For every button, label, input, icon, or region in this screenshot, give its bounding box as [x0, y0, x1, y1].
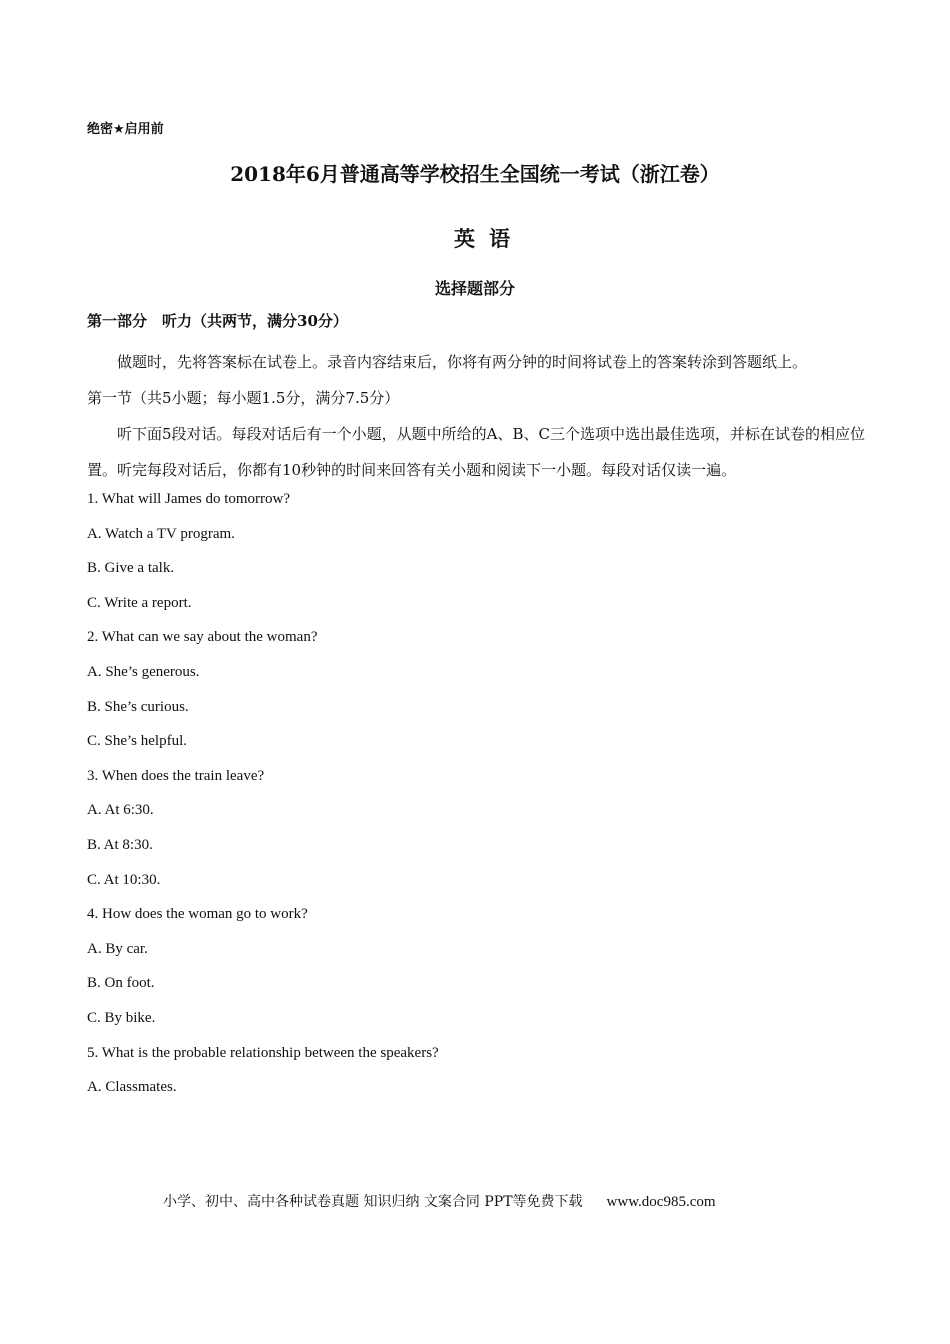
option-a: A. Classmates. — [87, 1079, 177, 1096]
question-1 — [87, 488, 865, 626]
subject-title: 英语 — [454, 226, 524, 251]
option-c: C. At 10:30. — [87, 871, 161, 888]
question-5 — [87, 1042, 865, 1111]
question-stem: 4. How does the woman go to work? — [87, 906, 308, 923]
question-stem: 3. When does the train leave? — [87, 767, 265, 784]
option-a: A. Watch a TV program. — [87, 525, 235, 542]
option-a: A. At 6:30. — [87, 802, 154, 819]
option-b: B. On foot. — [87, 975, 155, 992]
question-stem: 5. What is the probable relationship between the speakers? — [87, 1044, 439, 1061]
footer-text: 小学、初中、高中各种试卷真题 知识归纳 文案合同 PPT等免费下载 — [163, 1194, 583, 1210]
question-stem: 2. What can we say about the woman? — [87, 629, 318, 646]
question-2 — [87, 626, 865, 764]
question-list — [87, 488, 865, 1111]
page-footer — [163, 1191, 716, 1211]
part1-instruction: 做题时，先将答案标在试卷上。录音内容结束后，你将有两分钟的时间将试卷上的答案转涂到答题纸上。 — [117, 353, 808, 371]
section-heading: 选择题部分 — [434, 279, 515, 298]
section1-heading: 第一节（共5小题；每小题1.5分，满分7.5分） — [87, 389, 400, 407]
question-3 — [87, 765, 865, 903]
option-c: C. By bike. — [87, 1009, 156, 1026]
confidential-label: 绝密★启用前 — [87, 122, 164, 137]
option-c: C. Write a report. — [87, 594, 192, 611]
option-c: C. She’s helpful. — [87, 733, 187, 750]
footer-site-link[interactable]: www.doc985.com — [606, 1194, 716, 1210]
question-4 — [87, 903, 865, 1041]
option-a: A. She’s generous. — [87, 663, 200, 680]
option-b: B. At 8:30. — [87, 836, 153, 853]
question-stem: 1. What will James do tomorrow? — [87, 491, 291, 507]
exam-title: 2018年6月普通高等学校招生全国统一考试（浙江卷） — [230, 162, 720, 186]
exam-content — [87, 310, 865, 1111]
part1-heading: 第一部分 听力（共两节，满分30分） — [87, 312, 348, 330]
option-b: B. She’s curious. — [87, 698, 189, 715]
option-b: B. Give a talk. — [87, 560, 175, 577]
section1-instruction: 听下面5段对话。每段对话后有一个小题，从题中所给的A、B、C三个选项中选出最佳选项，并标在试卷的相应位置。听完每段对话后，你都有10秒钟的时间来回答有关小题和阅读下一小题。每段对话仅读一遍。 — [87, 425, 865, 479]
option-a: A. By car. — [87, 940, 148, 957]
